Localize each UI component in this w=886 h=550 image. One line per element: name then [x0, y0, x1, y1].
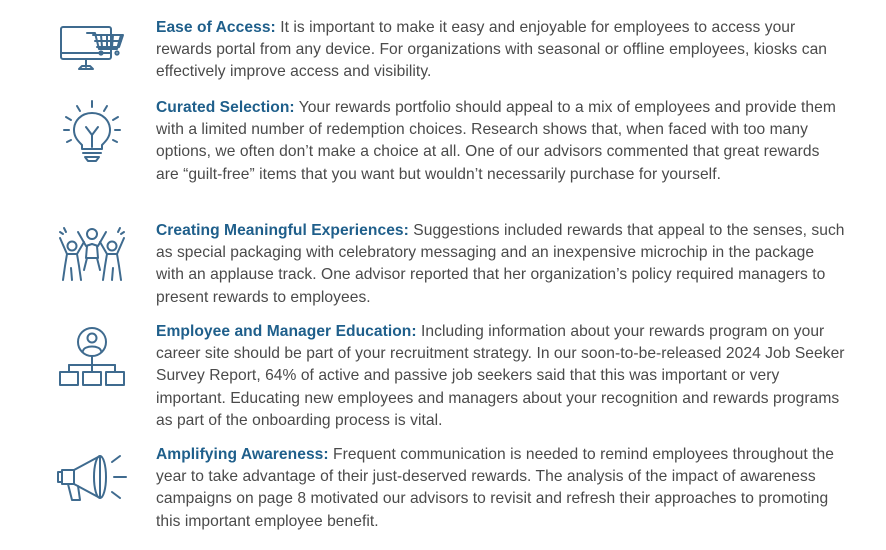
- item-body: Suggestions included rewards that appeal to the senses, such as special packaging with celebratory messaging and an inexpensive microchip in the package with an applause track. One advisor reported that her organization’s policy required managers to present rewards to employees.: [156, 222, 845, 306]
- lightbulb-icon: [52, 99, 132, 163]
- item-body: Frequent communication is needed to remind employees throughout the year to take advantage of their just-deserved rewards. The analysis of the impact of awareness campaigns on page 8 motivated our advisors to revisit and refresh their approaches to promoting this important employee benefit.: [156, 446, 834, 530]
- item-text: [156, 17, 846, 84]
- item-heading: Employee and Manager Education:: [156, 323, 417, 340]
- item-heading: Curated Selection:: [156, 99, 295, 116]
- item-body: Your rewards portfolio should appeal to a mix of employees and provide them with a limited number of redemption choices. Research shows that, when faced with too many options, we often don’t make a choice at all. One of our advisors commented that great rewards are “guilt-free” items that you want but wouldn’t necessarily purchase for yourself.: [156, 99, 836, 183]
- item-text: [156, 220, 846, 309]
- computer-shopping-cart-icon: [52, 23, 132, 73]
- megaphone-icon: [52, 448, 132, 508]
- item-heading: Ease of Access:: [156, 19, 276, 36]
- item-text: [156, 97, 846, 186]
- item-text: [156, 321, 846, 432]
- item-body: Including information about your rewards program on your career site should be part of your recruitment strategy. In our soon-to-be-released 2024 Job Seeker Survey Report, 64% of active and passive job seekers said that this was important or very important. Educating new employees and managers about your recognition and rewards programs as part of the onboarding process is vital.: [156, 323, 845, 429]
- item-text: [156, 444, 846, 533]
- item-heading: Amplifying Awareness:: [156, 446, 329, 463]
- item-body: It is important to make it easy and enjoyable for employees to access your rewards portal from any device. For organizations with seasonal or offline employees, kiosks can effectively improve access and visibility.: [156, 19, 828, 81]
- item-heading: Creating Meaningful Experiences:: [156, 222, 409, 239]
- celebrating-people-icon: [52, 224, 132, 284]
- org-chart-person-icon: [52, 325, 132, 389]
